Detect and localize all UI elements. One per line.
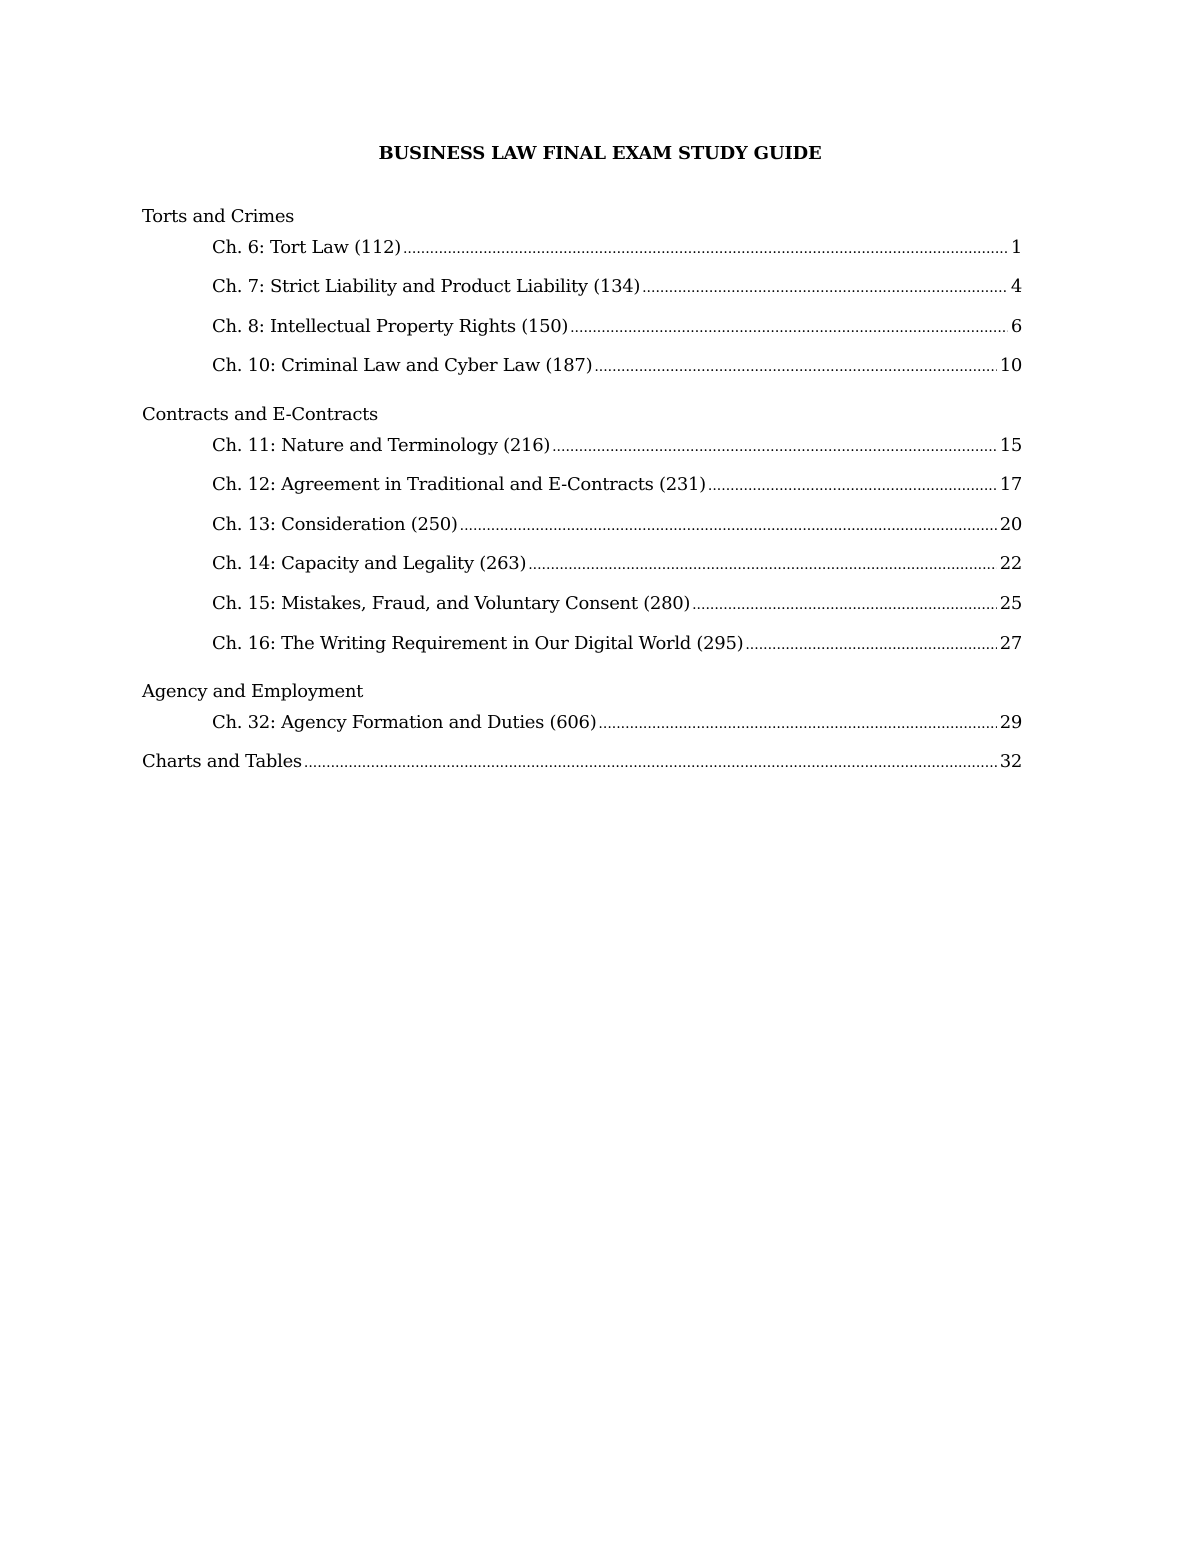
toc-section-heading: Torts and Crimes [142,206,295,228]
toc-entry[interactable] [142,237,1022,277]
toc-dot-leader [304,755,997,771]
toc-entry[interactable] [142,316,1022,356]
toc-entry[interactable] [142,355,1022,395]
toc-entry-label: Ch. 11: Nature and Terminology (216) [212,434,551,456]
toc-entry-label: Ch. 15: Mistakes, Fraud, and Voluntary Consent (280) [212,592,691,614]
toc-entry[interactable] [142,553,1022,593]
toc-entry[interactable] [142,474,1022,514]
toc-dot-leader [552,439,997,455]
toc-entry-label: Ch. 16: The Writing Requirement in Our Digital World (295) [212,632,744,654]
toc-entry-label: Ch. 10: Criminal Law and Cyber Law (187) [212,355,593,377]
toc-page-number: 25 [999,592,1022,614]
toc-entry[interactable] [142,593,1022,633]
toc-dot-leader [570,320,1008,336]
toc-page-number: 32 [999,751,1022,773]
toc-dot-leader [594,359,996,375]
toc-page-number: 4 [1010,276,1022,298]
toc-entry-label: Ch. 32: Agency Formation and Duties (606) [212,711,597,733]
toc-entry-label: Ch. 14: Capacity and Legality (263) [212,553,527,575]
toc-entry-label: Ch. 12: Agreement in Traditional and E-Contracts (231) [212,474,706,496]
toc-page-number: 15 [999,434,1022,456]
toc-section-heading: Contracts and E-Contracts [142,404,378,426]
toc-page-number: 1 [1010,236,1022,258]
toc-dot-leader [403,241,1008,257]
toc-dot-leader [460,518,997,534]
page-title: BUSINESS LAW FINAL EXAM STUDY GUIDE [378,143,822,164]
table-of-contents [142,197,1022,791]
toc-dot-leader [708,478,997,494]
toc-page-number: 22 [999,553,1022,575]
toc-entry[interactable] [142,514,1022,554]
toc-dot-leader [528,557,997,573]
toc-dot-leader [642,280,1008,296]
toc-entry-label: Ch. 7: Strict Liability and Product Liability (134) [212,276,641,298]
toc-entry-label: Ch. 6: Tort Law (112) [212,236,401,258]
toc-entry-label: Ch. 8: Intellectual Property Rights (150) [212,315,569,337]
toc-entry[interactable] [142,633,1022,673]
toc-page-number: 29 [999,711,1022,733]
toc-entry[interactable] [142,712,1022,752]
toc-dot-leader [598,716,996,732]
toc-entry-label: Ch. 13: Consideration (250) [212,513,458,535]
toc-page-number: 17 [999,474,1022,496]
toc-section-heading: Agency and Employment [142,681,364,703]
toc-page-number: 10 [999,355,1022,377]
toc-dot-leader [745,637,996,653]
toc-entry[interactable] [142,276,1022,316]
toc-entry[interactable] [142,435,1022,475]
toc-page-number: 20 [999,513,1022,535]
toc-page-number: 27 [999,632,1022,654]
toc-page-number: 6 [1010,315,1022,337]
toc-dot-leader [692,597,997,613]
toc-entry-label: Charts and Tables [142,751,302,773]
toc-entry[interactable] [142,751,1022,791]
